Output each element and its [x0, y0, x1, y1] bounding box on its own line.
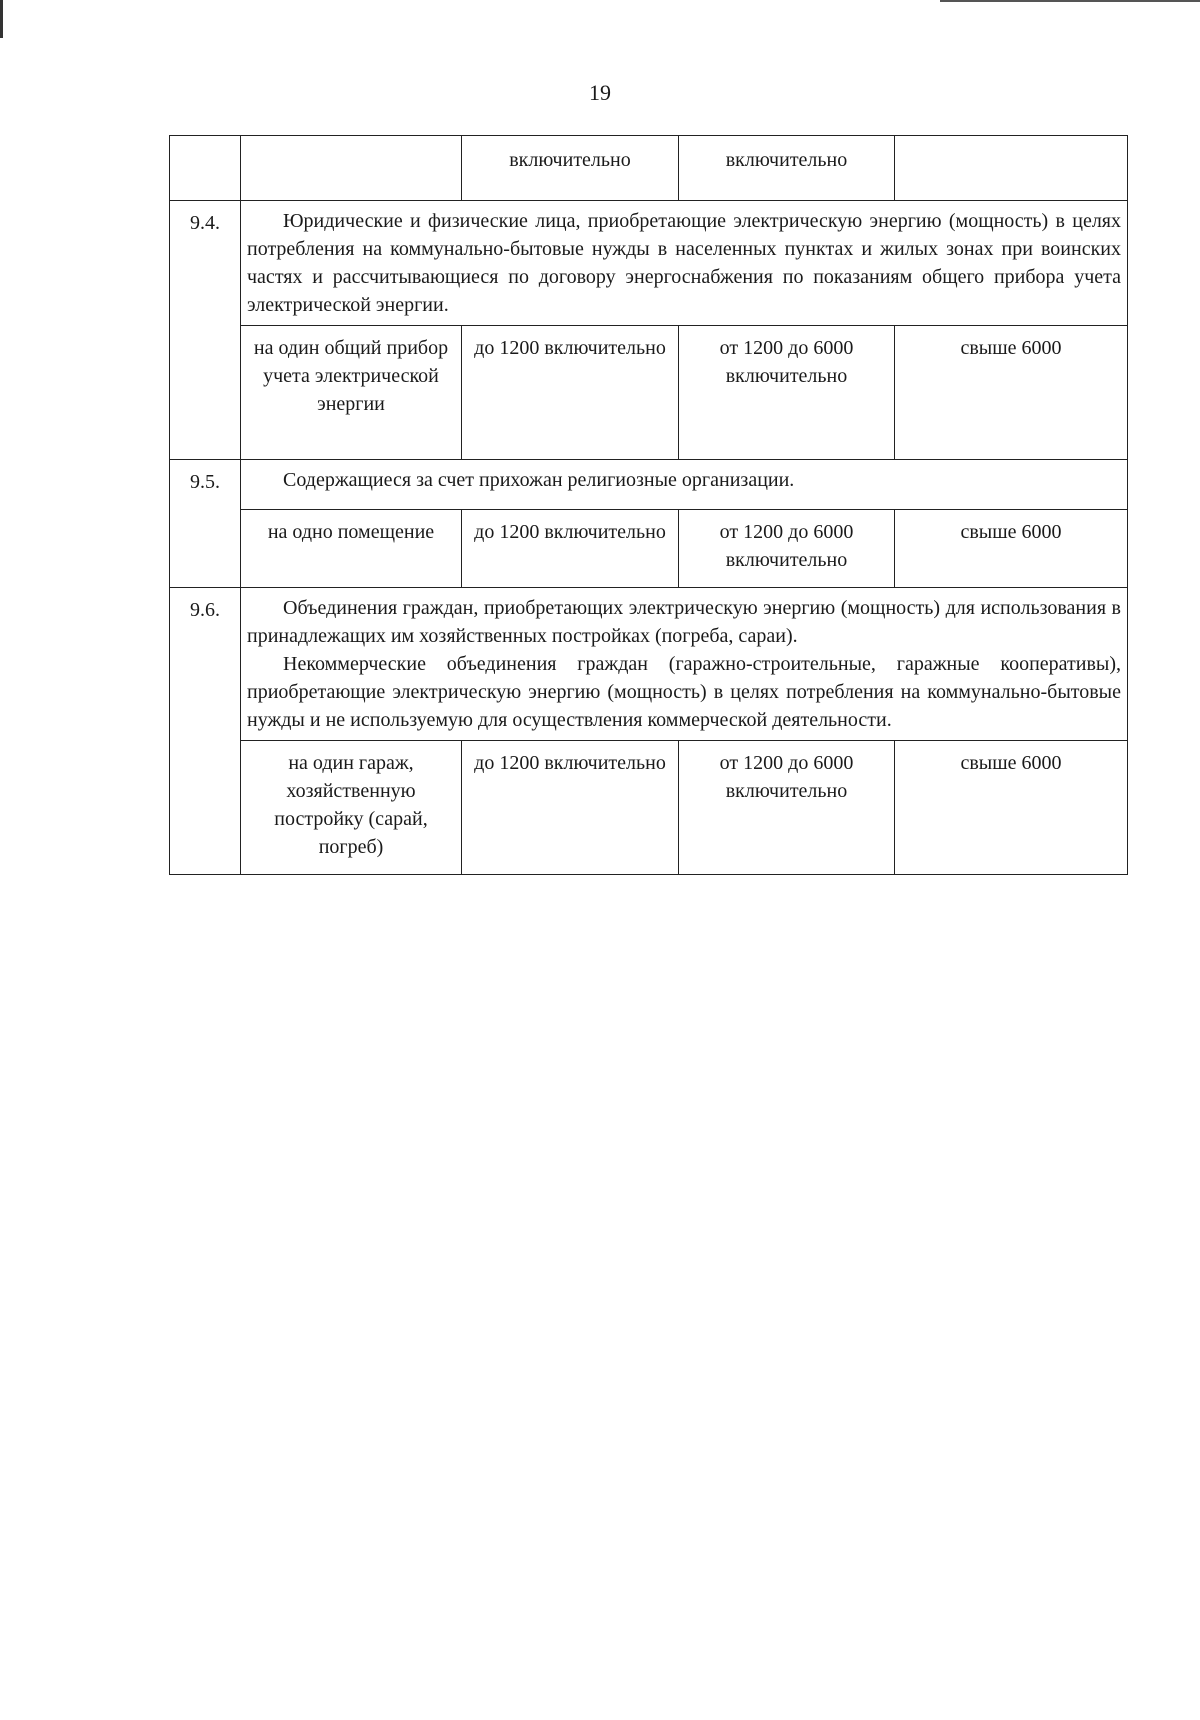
range1-cell: до 1200 включительно	[462, 510, 679, 588]
section-description	[241, 201, 1128, 326]
unit-cell: на один гараж, хозяйственную постройку (сарай, погреб)	[241, 741, 462, 875]
section-row-9-6	[170, 588, 1128, 741]
section-row-9-5	[170, 460, 1128, 510]
continuation-unit-cell	[241, 136, 462, 201]
unit-cell: на один общий прибор учета электрической энергии	[241, 326, 462, 460]
section-description	[241, 460, 1128, 510]
range1-cell: до 1200 включительно	[462, 741, 679, 875]
section-number: 9.5.	[170, 460, 241, 588]
tariff-table	[169, 135, 1128, 875]
section-paragraph: Содержащиеся за счет прихожан религиозные организации.	[283, 469, 795, 491]
range2-cell: от 1200 до 6000 включительно	[679, 326, 895, 460]
scan-artifact-edge	[0, 0, 3, 38]
range3-cell: свыше 6000	[895, 510, 1128, 588]
section-paragraph: Некоммерческие объединения граждан (гаражно-строительные, гаражные кооперативы), приобретающие электрическую энергию (мощность) в целях потребления на коммунально-бытовые нужды и не используемую для осуществления коммерческой деятельности.	[247, 653, 1121, 731]
section-paragraph: Юридические и физические лица, приобретающие электрическую энергию (мощность) в целях потребления на коммунально-бытовые нужды в населенных пунктах и жилых зонах при воинских частях и рассчитывающиеся по договору энергоснабжения по показаниям общего прибора учета электрической энергии.	[247, 210, 1121, 316]
continuation-num-cell	[170, 136, 241, 201]
continuation-row	[170, 136, 1128, 201]
tariff-row-9-6	[170, 741, 1128, 875]
section-number: 9.6.	[170, 588, 241, 875]
range2-cell: от 1200 до 6000 включительно	[679, 741, 895, 875]
range3-cell: свыше 6000	[895, 741, 1128, 875]
continuation-range3-cell	[895, 136, 1128, 201]
tariff-row-9-4	[170, 326, 1128, 460]
range2-cell: от 1200 до 6000 включительно	[679, 510, 895, 588]
page-number: 19	[589, 80, 611, 105]
continuation-range1-cell: включительно	[462, 136, 679, 201]
section-paragraph: Объединения граждан, приобретающих электрическую энергию (мощность) для использования в принадлежащих им хозяйственных постройках (погреба, сараи).	[247, 597, 1121, 647]
range1-cell: до 1200 включительно	[462, 326, 679, 460]
tariff-row-9-5	[170, 510, 1128, 588]
section-row-9-4	[170, 201, 1128, 326]
section-description	[241, 588, 1128, 741]
section-number: 9.4.	[170, 201, 241, 460]
scan-artifact-line	[940, 0, 1200, 2]
continuation-range2-cell: включительно	[679, 136, 895, 201]
range3-cell: свыше 6000	[895, 326, 1128, 460]
unit-cell: на одно помещение	[241, 510, 462, 588]
